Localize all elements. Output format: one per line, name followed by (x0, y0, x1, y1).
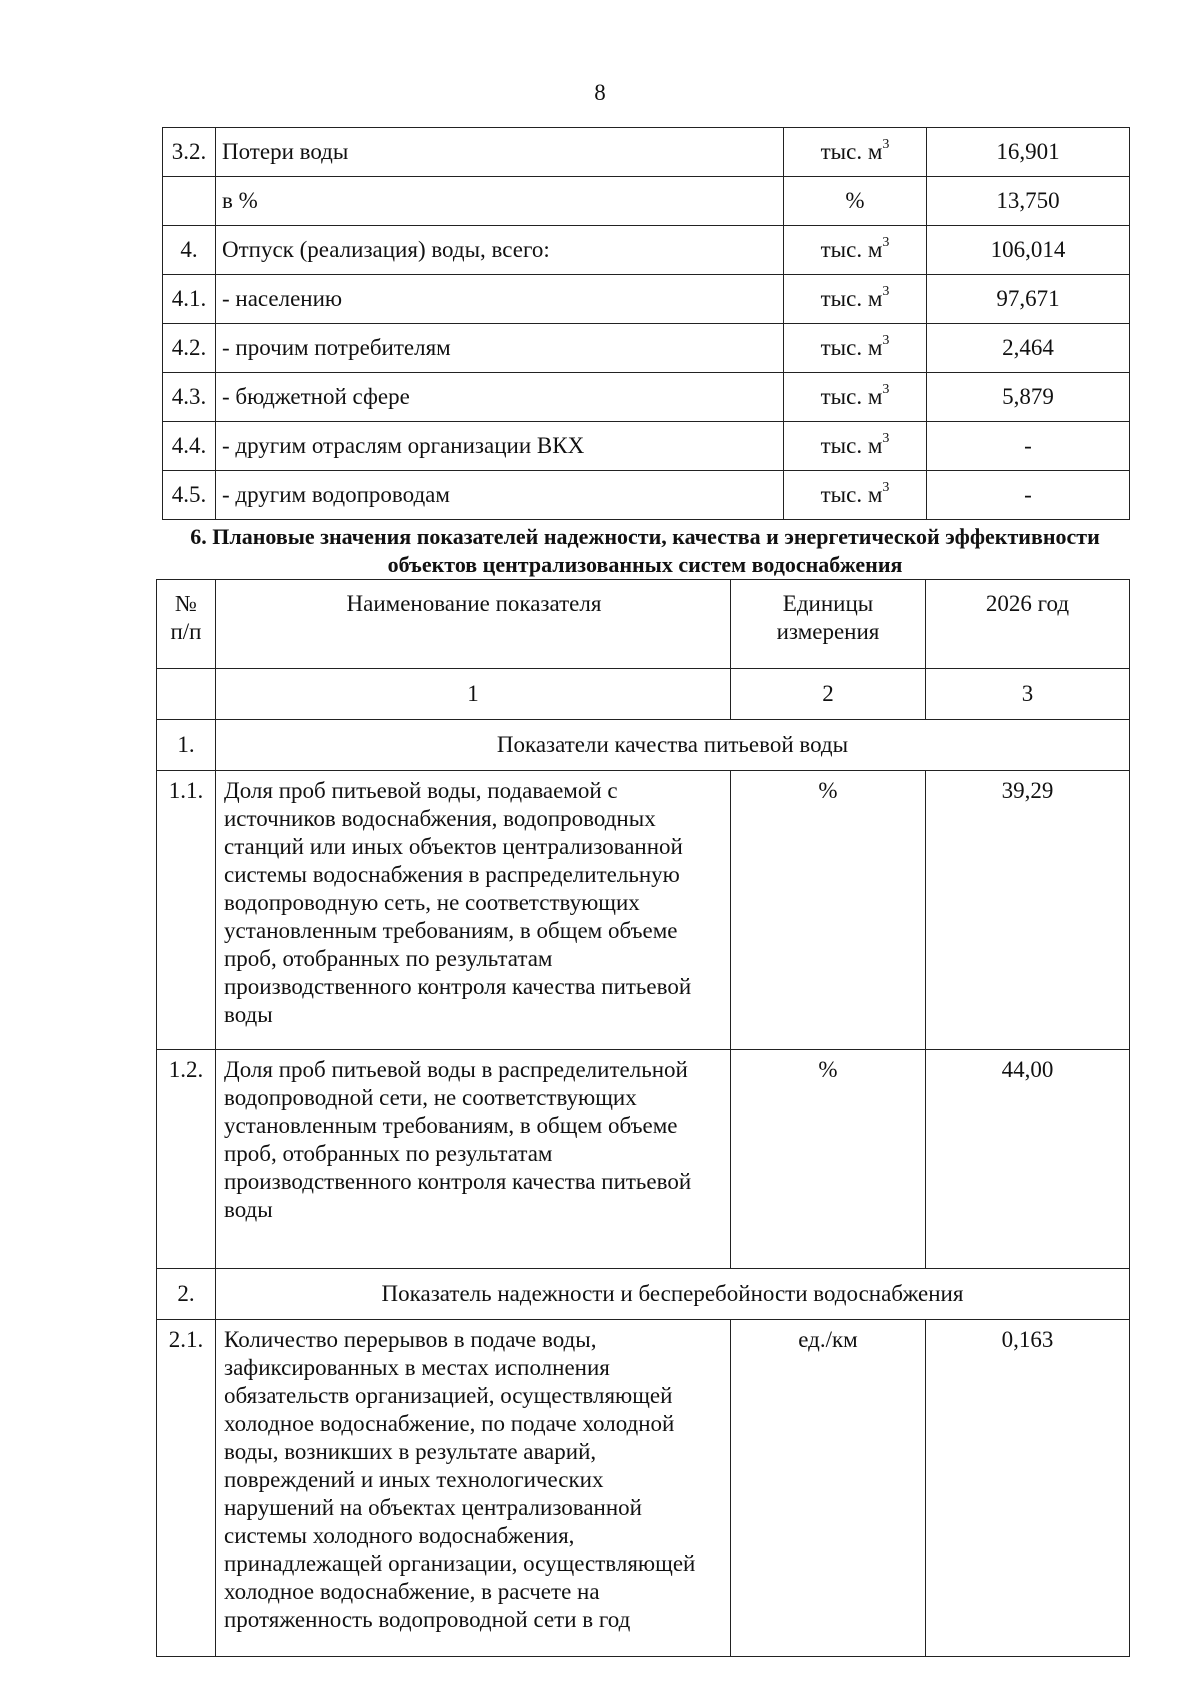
column-number: 1 (216, 669, 731, 720)
row-unit: тыс. $м^3$ (784, 275, 927, 324)
row-number: 4.4. (163, 422, 216, 471)
row-name: - населению (216, 275, 784, 324)
row-unit: тыс. $м^3$ (784, 324, 927, 373)
section-row (157, 720, 1130, 771)
section-number: 2. (157, 1269, 216, 1320)
row-number: 4. (163, 226, 216, 275)
row-unit: тыс. $м^3$ (784, 471, 927, 520)
row-value: 5,879 (927, 373, 1130, 422)
row-number: 4.1. (163, 275, 216, 324)
row-number: 4.5. (163, 471, 216, 520)
row-value: 39,29 (926, 771, 1130, 1050)
row-unit: % (731, 771, 926, 1050)
table-row (163, 373, 1130, 422)
table-header-row (157, 580, 1130, 669)
row-unit: % (731, 1050, 926, 1269)
section-heading: Показатель надежности и бесперебойности водоснабжения (216, 1269, 1130, 1320)
row-value: 2,464 (927, 324, 1130, 373)
row-unit: тыс. $м^3$ (784, 373, 927, 422)
section-title: 6. Плановые значения показателей надежности, качества и энергетической эффективности объектов централизованных систем водоснабжения (190, 524, 1100, 577)
table-row (163, 422, 1130, 471)
header-unit: Единицы измерения (731, 580, 926, 669)
section-heading: Показатели качества питьевой воды (216, 720, 1130, 771)
row-name: Отпуск (реализация) воды, всего: (216, 226, 784, 275)
table-row (163, 275, 1130, 324)
row-value: 0,163 (926, 1320, 1130, 1657)
row-value: 97,671 (927, 275, 1130, 324)
column-numbers-row (157, 669, 1130, 720)
table-row (157, 1050, 1130, 1269)
row-name: - другим водопроводам (216, 471, 784, 520)
table-row (163, 471, 1130, 520)
row-value: - (927, 471, 1130, 520)
column-number: 2 (731, 669, 926, 720)
section-row (157, 1269, 1130, 1320)
section-number: 1. (157, 720, 216, 771)
row-number: 3.2. (163, 128, 216, 177)
table-row (163, 324, 1130, 373)
row-unit: тыс. $м^3$ (784, 226, 927, 275)
row-name: - прочим потребителям (216, 324, 784, 373)
column-number: 3 (926, 669, 1130, 720)
row-number (163, 177, 216, 226)
row-name: - бюджетной сфере (216, 373, 784, 422)
row-name: Потери воды (216, 128, 784, 177)
row-value: - (927, 422, 1130, 471)
row-number: 4.2. (163, 324, 216, 373)
header-number: № п/п (157, 580, 216, 669)
row-unit: % (784, 177, 927, 226)
indicators-table (156, 579, 1130, 1657)
row-unit: ед./км (731, 1320, 926, 1657)
row-number: 4.3. (163, 373, 216, 422)
row-name: Доля проб питьевой воды в распределительной водопроводной сети, не соответствующих установленным требованиям, в общем объеме проб, отобранных по результатам производственного контроля качества питьевой воды (216, 1050, 731, 1269)
row-name: Доля проб питьевой воды, подаваемой с источников водоснабжения, водопроводных станций или иных объектов централизованной системы водоснабжения в распределительную водопроводную сеть, не соответствующих установленным требованиям, в общем объеме проб, отобранных по результатам производственного контроля качества питьевой воды (216, 771, 731, 1050)
table-row (157, 1320, 1130, 1657)
row-unit: тыс. $м^3$ (784, 422, 927, 471)
row-value: 13,750 (927, 177, 1130, 226)
row-value: 16,901 (927, 128, 1130, 177)
table-row (163, 177, 1130, 226)
column-number-empty (157, 669, 216, 720)
row-number: 1.1. (157, 771, 216, 1050)
table-row (157, 771, 1130, 1050)
header-year: 2026 год (926, 580, 1130, 669)
row-value: 44,00 (926, 1050, 1130, 1269)
row-name: в % (216, 177, 784, 226)
table-row (163, 128, 1130, 177)
water-balance-table (162, 127, 1130, 520)
row-number: 2.1. (157, 1320, 216, 1657)
page-number: 8 (594, 80, 606, 105)
table-row (163, 226, 1130, 275)
row-name: - другим отраслям организации ВКХ (216, 422, 784, 471)
header-name: Наименование показателя (216, 580, 731, 669)
row-name: Количество перерывов в подаче воды, зафиксированных в местах исполнения обязательств организацией, осуществляющей холодное водоснабжение, по подаче холодной воды, возникших в результате аварий, повреждений и иных технологических нарушений на объектах централизованной системы холодного водоснабжения, принадлежащей организации, осуществляющей холодное водоснабжение, в расчете на протяженность водопроводной сети в год (216, 1320, 731, 1657)
row-unit: тыс. $м^3$ (784, 128, 927, 177)
row-value: 106,014 (927, 226, 1130, 275)
row-number: 1.2. (157, 1050, 216, 1269)
